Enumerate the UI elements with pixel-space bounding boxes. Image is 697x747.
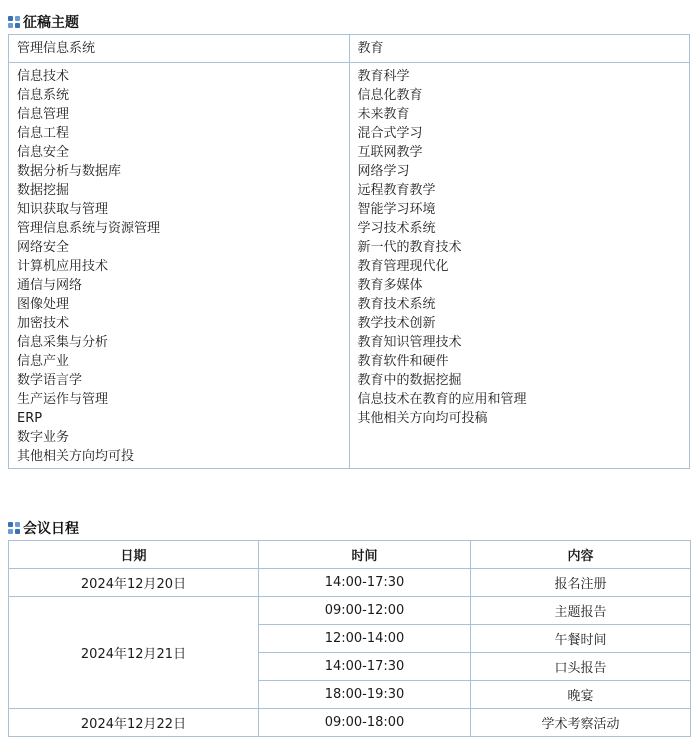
- topic-item: 教育技术系统: [357, 297, 436, 312]
- topic-item: 通信与网络: [17, 278, 83, 293]
- topic-item: 互联网教学: [357, 145, 423, 160]
- topic-item: 教育科学: [357, 69, 410, 84]
- topic-item: 教学技术创新: [357, 316, 436, 331]
- topic-item: 加密技术: [17, 316, 70, 331]
- topics-table: [8, 34, 690, 469]
- topic-item: 新一代的教育技术: [357, 240, 462, 255]
- header-time: 时间: [259, 541, 471, 569]
- schedule-table: [8, 540, 691, 737]
- topic-item: 混合式学习: [357, 126, 423, 141]
- topic-item: 教育管理现代化: [357, 259, 449, 274]
- time-cell: 14:00-17:30: [259, 569, 471, 597]
- schedule-title-text: 会议日程: [23, 521, 79, 537]
- topic-item: 知识获取与管理: [17, 202, 109, 217]
- topic-item: 信息技术: [17, 69, 70, 84]
- content-cell: 午餐时间: [471, 625, 691, 653]
- topic-item: 教育软件和硬件: [357, 354, 449, 369]
- topic-item: 图像处理: [17, 297, 70, 312]
- topic-item: 数据分析与数据库: [17, 164, 122, 179]
- topic-item: 数字业务: [17, 430, 70, 445]
- topic-item: 教育多媒体: [357, 278, 423, 293]
- topics-section-title: [8, 12, 79, 32]
- time-cell: 18:00-19:30: [259, 681, 471, 709]
- topic-item: 学习技术系统: [357, 221, 436, 236]
- time-cell: 09:00-12:00: [259, 597, 471, 625]
- topic-item: 远程教育教学: [357, 183, 436, 198]
- topic-item: 其他相关方向均可投: [17, 449, 135, 464]
- topic-item: 未来教育: [357, 107, 410, 122]
- topic-item: 网络安全: [17, 240, 70, 255]
- schedule-section-title: [8, 518, 79, 538]
- table-row: [9, 709, 691, 737]
- table-header-row: [9, 541, 691, 569]
- grid-icon: [8, 522, 20, 534]
- topic-item: 教育知识管理技术: [357, 335, 462, 350]
- time-cell: 09:00-18:00: [259, 709, 471, 737]
- column-header: 教育: [350, 35, 690, 63]
- content-cell: 学术考察活动: [471, 709, 691, 737]
- topic-item: 信息安全: [17, 145, 70, 160]
- topic-item: 网络学习: [357, 164, 410, 179]
- header-date: 日期: [9, 541, 259, 569]
- content-cell: 口头报告: [471, 653, 691, 681]
- topic-item: 信息采集与分析: [17, 335, 109, 350]
- topic-item: 信息技术在教育的应用和管理: [357, 392, 527, 407]
- table-row: [9, 569, 691, 597]
- topic-item: 数学语言学: [17, 373, 83, 388]
- time-cell: 14:00-17:30: [259, 653, 471, 681]
- topics-column-education: [349, 35, 690, 468]
- date-cell: 2024年12月22日: [9, 709, 259, 737]
- grid-icon: [8, 16, 20, 28]
- column-header: 管理信息系统: [9, 35, 349, 63]
- topic-item: 管理信息系统与资源管理: [17, 221, 161, 236]
- date-cell: 2024年12月21日: [9, 597, 259, 709]
- topics-column-mis: [9, 35, 349, 468]
- date-cell: 2024年12月20日: [9, 569, 259, 597]
- content-cell: 主题报告: [471, 597, 691, 625]
- topic-item: 信息产业: [17, 354, 70, 369]
- header-content: 内容: [471, 541, 691, 569]
- content-cell: 晚宴: [471, 681, 691, 709]
- content-cell: 报名注册: [471, 569, 691, 597]
- topic-item: 信息系统: [17, 88, 70, 103]
- topic-item: 信息化教育: [357, 88, 423, 103]
- topic-list: [9, 63, 349, 466]
- topic-item: 其他相关方向均可投稿: [357, 411, 488, 426]
- time-cell: 12:00-14:00: [259, 625, 471, 653]
- topic-item: 数据挖掘: [17, 183, 70, 198]
- topics-title-text: 征稿主题: [23, 15, 79, 31]
- topic-item: 生产运作与管理: [17, 392, 109, 407]
- topic-item: 智能学习环境: [357, 202, 436, 217]
- topic-item: 信息管理: [17, 107, 70, 122]
- topic-item: 信息工程: [17, 126, 70, 141]
- table-row: [9, 597, 691, 625]
- topic-item: ERP: [17, 411, 43, 426]
- topic-item: 教育中的数据挖掘: [357, 373, 462, 388]
- topic-item: 计算机应用技术: [17, 259, 109, 274]
- topic-list: [350, 63, 690, 428]
